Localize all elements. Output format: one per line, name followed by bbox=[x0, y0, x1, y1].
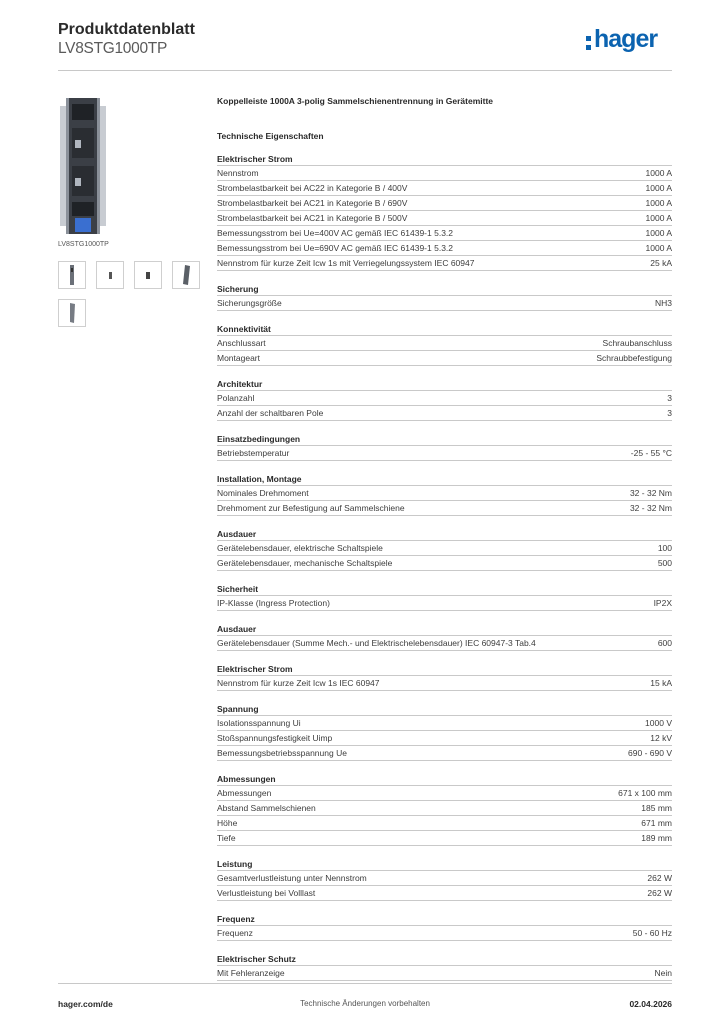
property-row bbox=[217, 256, 672, 271]
section-title: Abmessungen bbox=[217, 773, 672, 786]
product-image bbox=[58, 96, 116, 236]
property-section bbox=[217, 153, 672, 271]
property-value: 32 - 32 Nm bbox=[629, 488, 672, 498]
hager-logo bbox=[586, 25, 670, 58]
property-value: 1000 A bbox=[645, 243, 672, 253]
property-section bbox=[217, 703, 672, 761]
logo-dots-icon bbox=[586, 36, 591, 54]
property-row bbox=[217, 446, 672, 461]
property-label: Nennstrom für kurze Zeit Icw 1s IEC 60947 bbox=[217, 678, 380, 688]
property-value: 1000 A bbox=[645, 183, 672, 193]
section-title: Ausdauer bbox=[217, 623, 672, 636]
property-value: -25 - 55 °C bbox=[630, 448, 672, 458]
property-row bbox=[217, 556, 672, 571]
document-footer bbox=[58, 983, 672, 1024]
section-title: Ausdauer bbox=[217, 528, 672, 541]
property-label: Drehmoment zur Befestigung auf Sammelschiene bbox=[217, 503, 405, 513]
property-section bbox=[217, 913, 672, 941]
property-row bbox=[217, 786, 672, 801]
property-label: Nominales Drehmoment bbox=[217, 488, 309, 498]
section-title: Sicherheit bbox=[217, 583, 672, 596]
product-view-icon bbox=[97, 262, 123, 288]
property-row bbox=[217, 486, 672, 501]
property-value: 262 W bbox=[647, 873, 672, 883]
property-row bbox=[217, 391, 672, 406]
property-section bbox=[217, 858, 672, 901]
property-value: 1000 A bbox=[645, 228, 672, 238]
section-title: Einsatzbedingungen bbox=[217, 433, 672, 446]
property-label: Strombelastbarkeit bei AC21 in Kategorie B / 690V bbox=[217, 198, 408, 208]
section-title: Konnektivität bbox=[217, 323, 672, 336]
product-thumbnail-4[interactable] bbox=[172, 261, 200, 289]
property-row bbox=[217, 226, 672, 241]
property-value: 671 mm bbox=[641, 818, 672, 828]
property-value: IP2X bbox=[653, 598, 672, 608]
property-label: Bemessungsbetriebsspannung Ue bbox=[217, 748, 347, 758]
property-label: Bemessungsstrom bei Ue=400V AC gemäß IEC 61439-1 5.3.2 bbox=[217, 228, 454, 238]
property-label: Anschlussart bbox=[217, 338, 266, 348]
property-row bbox=[217, 406, 672, 421]
property-value: 12 kV bbox=[650, 733, 672, 743]
property-label: Stoßspannungsfestigkeit Uimp bbox=[217, 733, 333, 743]
section-title: Leistung bbox=[217, 858, 672, 871]
property-section bbox=[217, 773, 672, 846]
property-value: 262 W bbox=[647, 888, 672, 898]
property-value: 3 bbox=[667, 408, 672, 418]
technical-properties-heading: Technische Eigenschaften bbox=[217, 131, 324, 141]
property-label: Höhe bbox=[217, 818, 238, 828]
property-row bbox=[217, 196, 672, 211]
product-view-icon bbox=[59, 300, 85, 326]
property-label: Polanzahl bbox=[217, 393, 255, 403]
footer-notice: Technische Änderungen vorbehalten bbox=[300, 999, 430, 1008]
property-label: Betriebstemperatur bbox=[217, 448, 290, 458]
property-section bbox=[217, 953, 672, 981]
property-value: Schraubanschluss bbox=[602, 338, 672, 348]
property-row bbox=[217, 181, 672, 196]
property-row bbox=[217, 966, 672, 981]
property-row bbox=[217, 336, 672, 351]
property-row bbox=[217, 716, 672, 731]
property-label: IP-Klasse (Ingress Protection) bbox=[217, 598, 330, 608]
property-label: Nennstrom für kurze Zeit Icw 1s mit Verriegelungssystem IEC 60947 bbox=[217, 258, 475, 268]
property-value: 25 kA bbox=[650, 258, 672, 268]
property-section bbox=[217, 323, 672, 366]
property-row bbox=[217, 886, 672, 901]
section-title: Architektur bbox=[217, 378, 672, 391]
property-label: Frequenz bbox=[217, 928, 253, 938]
property-value: 690 - 690 V bbox=[628, 748, 672, 758]
property-section bbox=[217, 283, 672, 311]
property-row bbox=[217, 676, 672, 691]
section-title: Spannung bbox=[217, 703, 672, 716]
document-header bbox=[58, 18, 672, 71]
property-label: Bemessungsstrom bei Ue=690V AC gemäß IEC 61439-1 5.3.2 bbox=[217, 243, 454, 253]
product-image-label: LV8STG1000TP bbox=[58, 241, 109, 248]
property-section bbox=[217, 528, 672, 571]
property-row bbox=[217, 211, 672, 226]
property-label: Tiefe bbox=[217, 833, 236, 843]
property-value: NH3 bbox=[654, 298, 672, 308]
property-row bbox=[217, 746, 672, 761]
property-row bbox=[217, 351, 672, 366]
product-thumbnail-3[interactable] bbox=[134, 261, 162, 289]
section-title: Elektrischer Schutz bbox=[217, 953, 672, 966]
property-row bbox=[217, 596, 672, 611]
property-label: Strombelastbarkeit bei AC22 in Kategorie B / 400V bbox=[217, 183, 408, 193]
property-section bbox=[217, 623, 672, 651]
property-value: 100 bbox=[657, 543, 672, 553]
property-section bbox=[217, 663, 672, 691]
property-label: Montageart bbox=[217, 353, 260, 363]
product-view-icon bbox=[59, 262, 85, 288]
property-row bbox=[217, 731, 672, 746]
property-label: Verlustleistung bei Volllast bbox=[217, 888, 316, 898]
property-value: 15 kA bbox=[650, 678, 672, 688]
product-view-icon bbox=[135, 262, 161, 288]
product-thumbnail-1[interactable] bbox=[58, 261, 86, 289]
property-value: 32 - 32 Nm bbox=[629, 503, 672, 513]
property-row bbox=[217, 831, 672, 846]
product-code: LV8STG1000TP bbox=[58, 40, 167, 57]
section-title: Elektrischer Strom bbox=[217, 663, 672, 676]
section-title: Sicherung bbox=[217, 283, 672, 296]
property-value: 1000 V bbox=[645, 718, 672, 728]
property-row bbox=[217, 816, 672, 831]
property-sections bbox=[217, 153, 672, 993]
property-value: 1000 A bbox=[645, 198, 672, 208]
property-label: Gerätelebensdauer (Summe Mech.- und Elektrischelebensdauer) IEC 60947-3 Tab.4 bbox=[217, 638, 536, 648]
property-label: Sicherungsgröße bbox=[217, 298, 282, 308]
property-section bbox=[217, 473, 672, 516]
property-row bbox=[217, 636, 672, 651]
property-value: 3 bbox=[667, 393, 672, 403]
property-value: 185 mm bbox=[641, 803, 672, 813]
property-value: 1000 A bbox=[645, 213, 672, 223]
section-title: Frequenz bbox=[217, 913, 672, 926]
product-view-icon bbox=[173, 262, 199, 288]
property-label: Abstand Sammelschienen bbox=[217, 803, 316, 813]
property-label: Anzahl der schaltbaren Pole bbox=[217, 408, 324, 418]
section-title: Elektrischer Strom bbox=[217, 153, 672, 166]
property-label: Strombelastbarkeit bei AC21 in Kategorie B / 500V bbox=[217, 213, 408, 223]
property-label: Nennstrom bbox=[217, 168, 259, 178]
property-section bbox=[217, 433, 672, 461]
property-row bbox=[217, 296, 672, 311]
footer-website: hager.com/de bbox=[58, 999, 113, 1009]
property-label: Isolationsspannung Ui bbox=[217, 718, 301, 728]
product-thumbnail-5[interactable] bbox=[58, 299, 86, 327]
footer-date: 02.04.2026 bbox=[629, 999, 672, 1009]
property-label: Gesamtverlustleistung unter Nennstrom bbox=[217, 873, 367, 883]
property-label: Mit Fehleranzeige bbox=[217, 968, 285, 978]
property-value: 50 - 60 Hz bbox=[632, 928, 672, 938]
property-row bbox=[217, 166, 672, 181]
property-value: 671 x 100 mm bbox=[618, 788, 672, 798]
property-label: Gerätelebensdauer, mechanische Schaltspiele bbox=[217, 558, 393, 568]
document-title: Produktdatenblatt bbox=[58, 21, 195, 38]
logo-wordmark: hager bbox=[594, 25, 658, 53]
property-value: 600 bbox=[657, 638, 672, 648]
property-value: Nein bbox=[654, 968, 672, 978]
property-label: Abmessungen bbox=[217, 788, 272, 798]
property-section bbox=[217, 378, 672, 421]
property-value: Schraubbefestigung bbox=[596, 353, 672, 363]
property-row bbox=[217, 926, 672, 941]
property-label: Gerätelebensdauer, elektrische Schaltspiele bbox=[217, 543, 383, 553]
product-description: Koppelleiste 1000A 3-polig Sammelschienentrennung in Gerätemitte bbox=[217, 96, 494, 106]
property-value: 1000 A bbox=[645, 168, 672, 178]
section-title: Installation, Montage bbox=[217, 473, 672, 486]
property-section bbox=[217, 583, 672, 611]
property-row bbox=[217, 801, 672, 816]
product-thumbnail-2[interactable] bbox=[96, 261, 124, 289]
property-value: 189 mm bbox=[641, 833, 672, 843]
property-row bbox=[217, 871, 672, 886]
property-value: 500 bbox=[657, 558, 672, 568]
property-row bbox=[217, 241, 672, 256]
property-row bbox=[217, 541, 672, 556]
property-row bbox=[217, 501, 672, 516]
